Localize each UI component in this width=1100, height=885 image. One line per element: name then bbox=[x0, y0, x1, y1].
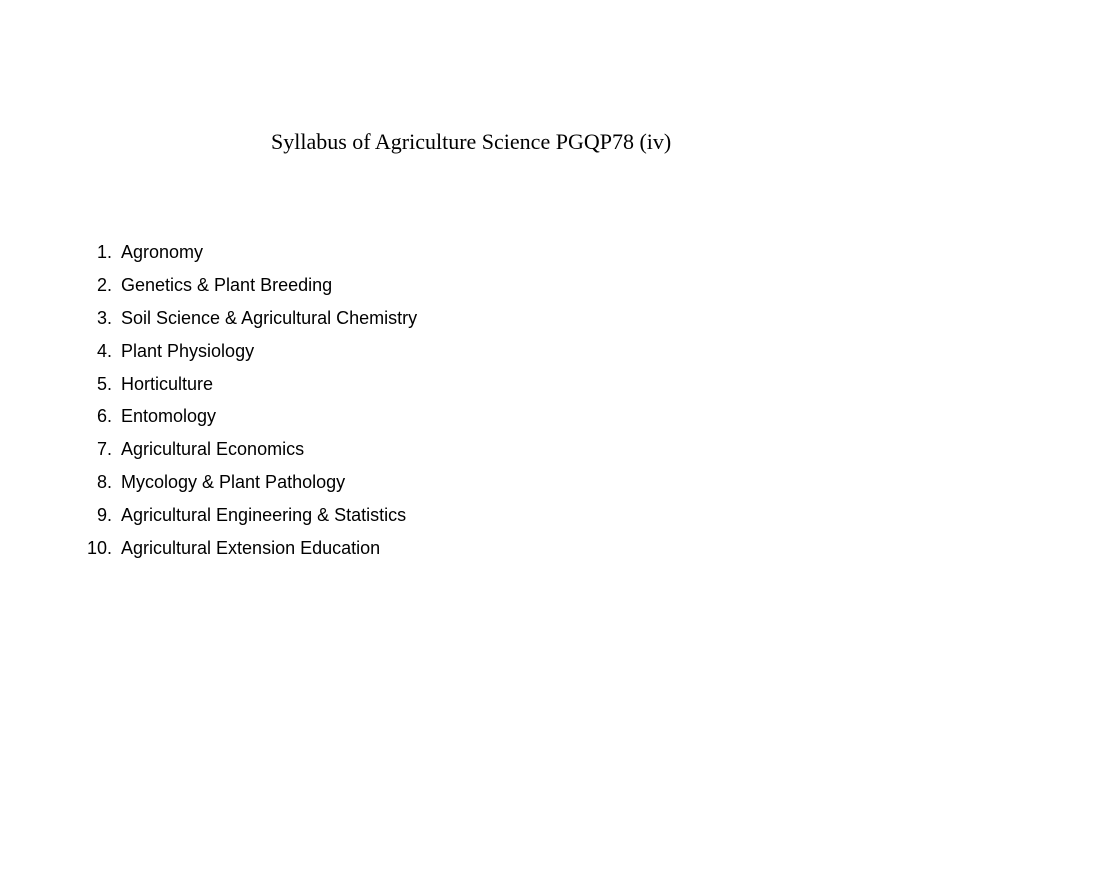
list-item-label: Mycology & Plant Pathology bbox=[121, 472, 346, 493]
list-item bbox=[80, 339, 417, 372]
list-item-label: Genetics & Plant Breeding bbox=[121, 274, 333, 295]
list-item-number: 3. bbox=[96, 307, 112, 328]
list-item-label: Horticulture bbox=[121, 373, 214, 394]
list-item-number: 1. bbox=[96, 242, 112, 262]
list-item bbox=[80, 503, 417, 536]
list-item-label: Entomology bbox=[121, 406, 217, 427]
list-item-label: Agricultural Extension Education bbox=[121, 538, 381, 559]
list-item-label: Plant Physiology bbox=[121, 340, 255, 361]
subject-list bbox=[80, 240, 417, 569]
list-item-number: 8. bbox=[96, 472, 112, 493]
list-item-label: Agricultural Engineering & Statistics bbox=[121, 505, 407, 526]
list-item bbox=[80, 404, 417, 437]
list-item-number: 7. bbox=[96, 439, 112, 460]
list-item bbox=[80, 273, 417, 306]
list-item-number: 5. bbox=[96, 373, 112, 394]
list-item-number: 10. bbox=[86, 538, 112, 559]
list-item-label: Soil Science & Agricultural Chemistry bbox=[121, 307, 418, 328]
list-item bbox=[80, 470, 417, 503]
list-item bbox=[80, 437, 417, 470]
list-item-number: 4. bbox=[96, 340, 112, 361]
list-item-label: Agronomy bbox=[121, 242, 204, 262]
list-item bbox=[80, 306, 417, 339]
list-item-label: Agricultural Economics bbox=[121, 439, 305, 460]
list-item-number: 9. bbox=[96, 505, 112, 526]
list-item bbox=[80, 240, 417, 273]
list-item bbox=[80, 372, 417, 405]
list-item bbox=[80, 536, 417, 569]
list-item-number: 6. bbox=[96, 406, 112, 427]
list-item-number: 2. bbox=[96, 274, 112, 295]
page-title: Syllabus of Agriculture Science PGQP78 (iv) bbox=[271, 129, 672, 154]
